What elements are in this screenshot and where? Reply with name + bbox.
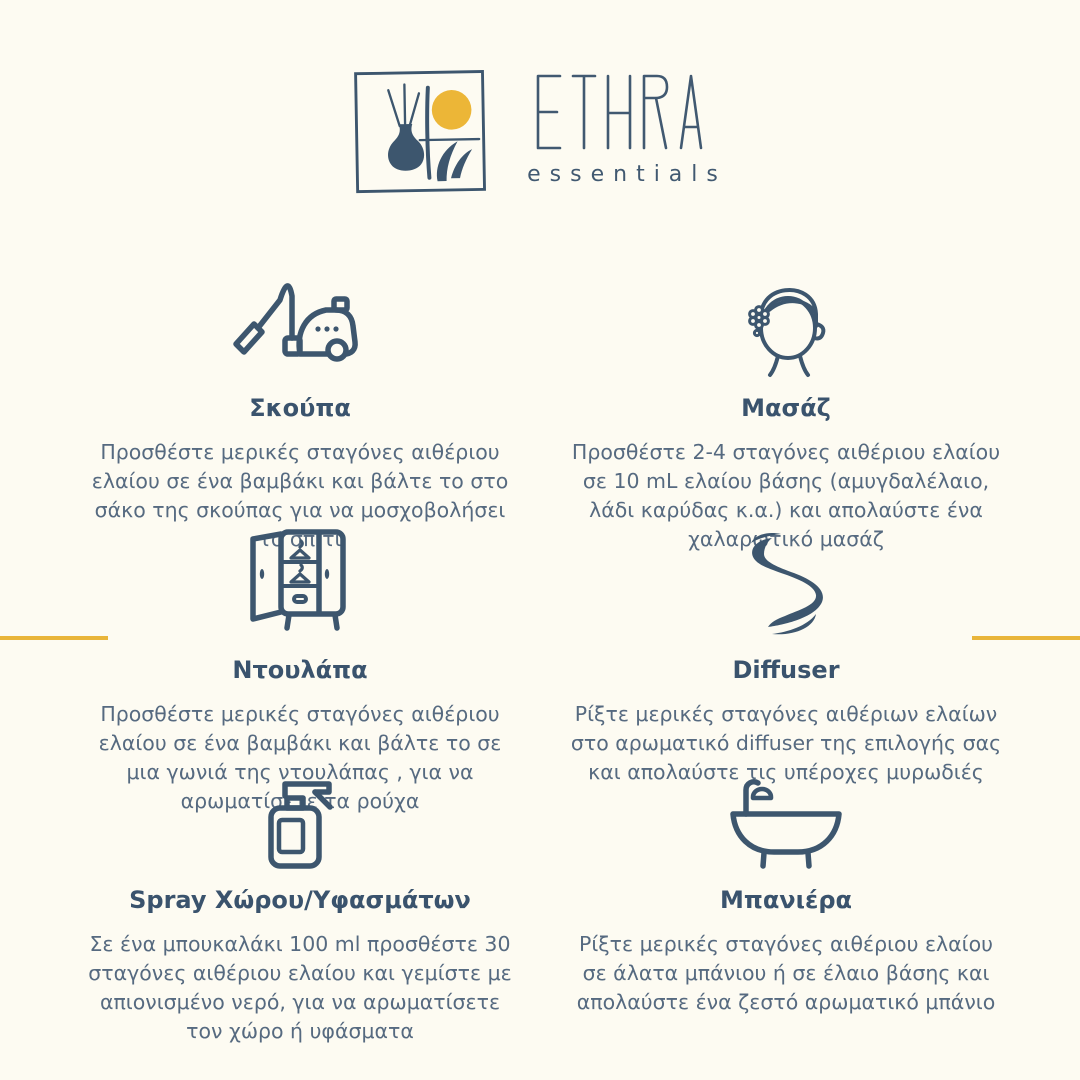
massage-icon — [726, 260, 846, 378]
section-massage — [566, 260, 1006, 554]
sun-shape — [432, 90, 472, 130]
diffuser-smoke-icon — [723, 522, 849, 640]
section-bathtub — [566, 768, 1006, 1017]
section-body: Ρίξτε μερικές σταγόνες αιθέριων ελαίων στο αρωματικό diffuser της επιλογής σας και απολαύστε τις υπέροχες μυρωδιές — [570, 702, 1002, 785]
brand-logo-icon — [353, 68, 488, 196]
section-title: Μπανιέρα — [719, 886, 853, 914]
section-body: Προσθέστε 2-4 σταγόνες αιθέριου ελαίου σε 10 mL ελαίου βάσης (αμυγδαλέλαιο, λάδι καρύδας κ.α.) και απολαύστε ένα χαλαρωτικό μασάζ — [571, 440, 1001, 552]
section-title: Σκούπα — [249, 394, 351, 422]
brand-wordmark — [518, 74, 727, 187]
section-title: Ντουλάπα — [232, 656, 368, 684]
diffuser-vase-logo-icon — [353, 68, 488, 196]
wardrobe-icon — [235, 522, 365, 640]
section-body: Προσθέστε μερικές σταγόνες αιθέριου ελαίου σε ένα βαμβάκι και βάλτε το σε μια γωνιά της ντουλάπας , για να αρωματίσετε τα ρούχα — [98, 702, 502, 814]
vacuum-icon — [230, 260, 370, 378]
section-vacuum — [80, 260, 520, 554]
section-diffuser — [566, 522, 1006, 787]
section-title: Μασάζ — [741, 394, 831, 422]
section-body: Σε ένα μπουκαλάκι 100 ml προσθέστε 30 σταγόνες αιθέριου ελαίου και γεμίστε με απιονισμένο νερό, για να αρωματίσετε τον χώρο ή υφάσματα — [88, 932, 512, 1044]
bathtub-icon — [720, 768, 852, 870]
section-title: Spray Χώρου/Υφασμάτων — [129, 886, 471, 914]
section-spray — [80, 768, 520, 1046]
section-title: Diffuser — [732, 656, 840, 684]
brand-header — [0, 68, 1080, 196]
brand-name-lettering — [536, 74, 708, 150]
brand-subtitle: essentials — [527, 162, 727, 187]
spray-bottle-icon — [245, 768, 355, 870]
section-body: Ρίξτε μερικές σταγόνες αιθέριου ελαίου σε άλατα μπάνιου ή σε έλαιο βάσης και απολαύστε ένα ζεστό αρωματικό μπάνιο — [576, 932, 996, 1015]
section-body: Προσθέστε μερικές σταγόνες αιθέριου ελαίου σε ένα βαμβάκι και βάλτε το στο σάκο της σκούπας για να μοσχοβολήσει το σπίτι — [91, 440, 509, 552]
